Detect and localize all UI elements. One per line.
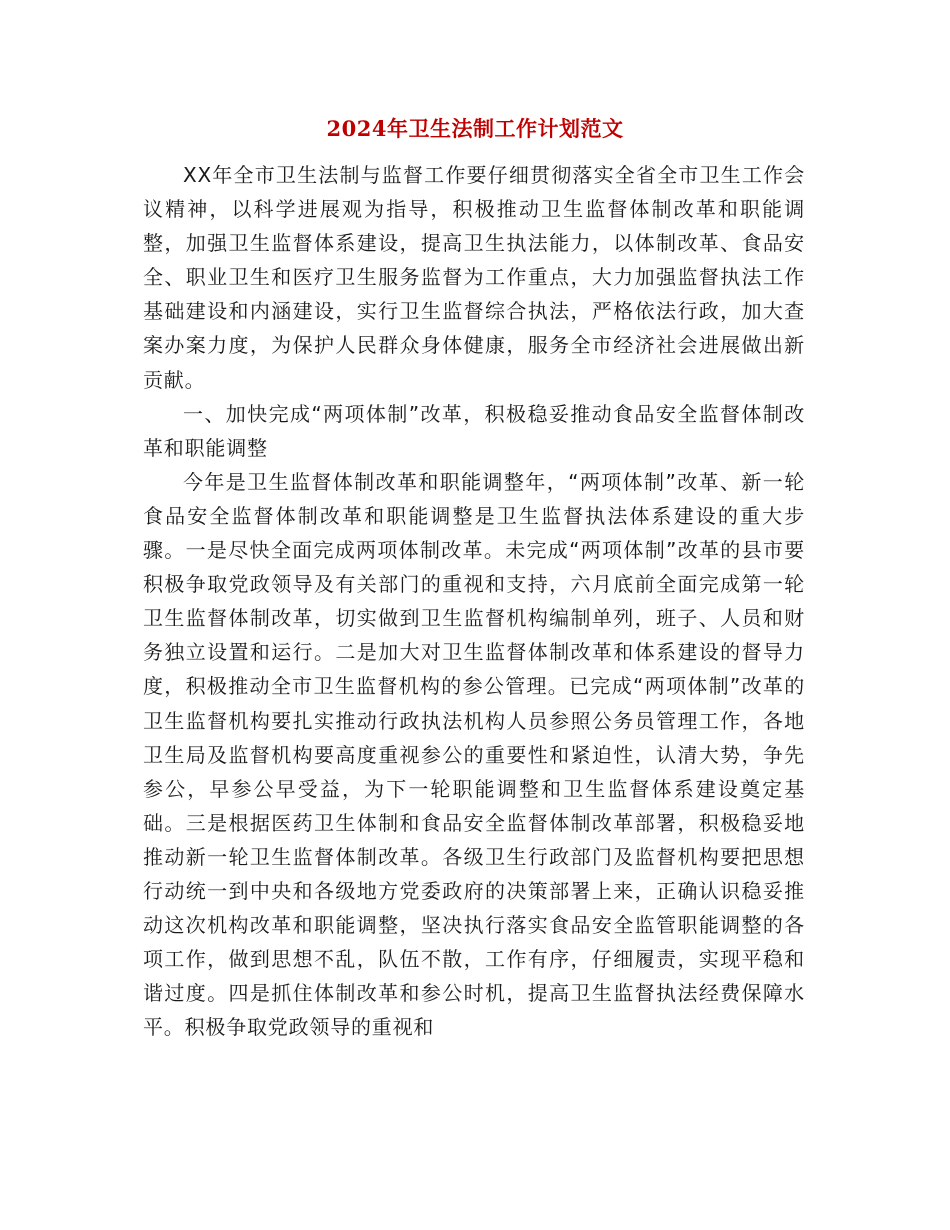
document-title: 2024年卫生法制工作计划范文 <box>326 116 624 141</box>
paragraph-intro: XX年全市卫生法制与监督工作要仔细贯彻落实全省全市卫生工作会议精神，以科学进展观为指导，积极推动卫生监督体制改革和职能调整，加强卫生监督体系建设，提高卫生执法能力，以体制改革、食品安全、职业卫生和医疗卫生服务监督为工作重点，大力加强监督执法工作基础建设和内涵建设，实行卫生监督综合执法，严格依法行政，加大查案办案力度，为保护人民群众身体健康，服务全市经济社会进展做出新贡献。 <box>143 163 805 392</box>
paragraph-heading-one: 一、加快完成“两项体制”改革，积极稳妥推动食品安全监督体制改革和职能调整 <box>143 401 805 460</box>
document-body <box>143 158 805 1044</box>
paragraph-body: 今年是卫生监督体制改革和职能调整年，“两项体制”改革、新一轮食品安全监督体制改革和职能调整是卫生监督执法体系建设的重大步骤。一是尽快全面完成两项体制改革。未完成“两项体制”改革的县市要积极争取党政领导及有关部门的重视和支持，六月底前全面完成第一轮卫生监督体制改革，切实做到卫生监督机构编制单列，班子、人员和财务独立设置和运行。二是加大对卫生监督体制改革和体系建设的督导力度，积极推动全市卫生监督机构的参公管理。已完成“两项体制”改革的卫生监督机构要扎实推动行政执法机构人员参照公务员管理工作，各地卫生局及监督机构要高度重视参公的重要性和紧迫性，认清大势，争先参公，早参公早受益，为下一轮职能调整和卫生监督体系建设奠定基础。三是根据医药卫生体制和食品安全监督体制改革部署，积极稳妥地推动新一轮卫生监督体制改革。各级卫生行政部门及监督机构要把思想行动统一到中央和各级地方党委政府的决策部署上来，正确认识稳妥推动这次机构改革和职能调整，坚决执行落实食品安全监管职能调整的各项工作，做到思想不乱，队伍不散，工作有序，仔细履责，实现平稳和谐过度。四是抓住体制改革和参公时机，提高卫生监督执法经费保障水平。积极争取党政领导的重视和 <box>143 469 805 1040</box>
